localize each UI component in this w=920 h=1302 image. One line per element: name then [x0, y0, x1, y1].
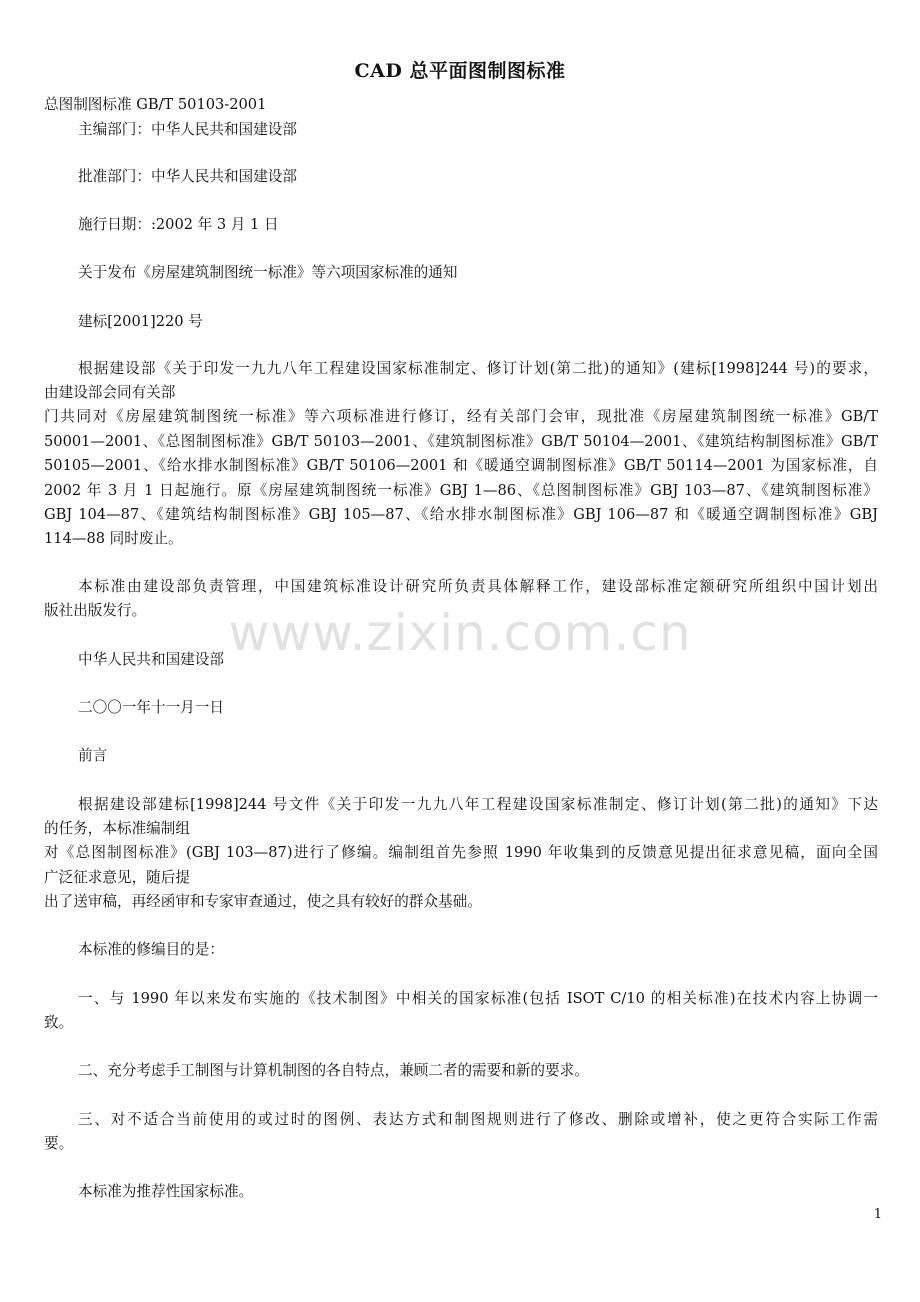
paragraph-line: 114—88 同时废止。: [44, 530, 183, 547]
paragraph-line: GBJ 104—87、《建筑结构制图标准》GBJ 105—87、《给水排水制图标准》GBJ 106—87 和《暖通空调制图标准》GBJ: [44, 506, 878, 523]
page-number: 1: [873, 1207, 882, 1222]
approval-dept-line: 批准部门：中华人民共和国建设部: [78, 168, 297, 185]
purpose-item-1-cont: 致。: [44, 1014, 74, 1031]
paragraph-line: 50001—2001、《总图制图标准》GB/T 50103—2001、《建筑制图标准》GB/T 50104—2001、《建筑结构制图标准》GB/T: [44, 433, 878, 450]
paragraph-line: 本标准由建设部负责管理，中国建筑标准设计研究所负责具体解释工作，建设部标准定额研究所组织中国计划出: [78, 578, 878, 595]
notice-title-line: 关于发布《房屋建筑制图统一标准》等六项国家标准的通知: [78, 264, 458, 281]
paragraph-line: 版社出版发行。: [44, 602, 147, 619]
paragraph-line: 对《总图制图标准》(GBJ 103—87)进行了修编。编制组首先参照 1990 年收集到的反馈意见提出征求意见稿，面向全国: [44, 844, 878, 861]
purpose-item-2: 二、充分考虑手工制图与计算机制图的各自特点，兼顾二者的需要和新的要求。: [78, 1062, 589, 1079]
paragraph-line: 出了送审稿，再经函审和专家审查通过，使之具有较好的群众基础。: [44, 893, 482, 910]
effective-date-line: 施行日期：:2002 年 3 月 1 日: [78, 216, 279, 233]
paragraph-line: 门共同对《房屋建筑制图统一标准》等六项标准进行修订，经有关部门会审，现批准《房屋建筑制图统一标准》GB/T: [44, 408, 878, 425]
issue-date-line: 二〇〇一年十一月一日: [78, 699, 224, 716]
purpose-item-3-cont: 要。: [44, 1135, 74, 1152]
paragraph-line: 根据建设部《关于印发一九九八年工程建设国家标准制定、修订计划(第二批)的通知》(建标[1998]244 号)的要求，: [78, 360, 878, 377]
recommended-standard-line: 本标准为推荐性国家标准。: [78, 1183, 254, 1200]
paragraph-line: 2002 年 3 月 1 日起施行。原《房屋建筑制图统一标准》GBJ 1—86、《总图制图标准》GBJ 103—87、《建筑制图标准》: [44, 482, 878, 499]
purpose-item-3: 三、对不适合当前使用的或过时的图例、表达方式和制图规则进行了修改、删除或增补，使之更符合实际工作需: [78, 1111, 878, 1128]
paragraph-line: 50105—2001、《给水排水制图标准》GB/T 50106—2001 和《暖通空调制图标准》GB/T 50114—2001 为国家标准，自: [44, 457, 878, 474]
standard-code-line: 总图制图标准 GB/T 50103-2001: [44, 96, 267, 113]
purpose-item-1: 一、与 1990 年以来发布实施的《技术制图》中相关的国家标准(包括 ISOT C/10 的相关标准)在技术内容上协调一: [78, 990, 878, 1007]
document-title: CAD 总平面图制图标准: [354, 60, 566, 82]
notice-number-line: 建标[2001]220 号: [78, 313, 203, 330]
paragraph-line: 由建设部会同有关部: [44, 384, 176, 401]
paragraph-line: 广泛征求意见，随后提: [44, 869, 190, 886]
watermark: www.zixin.com.cn: [228, 604, 692, 662]
paragraph-line: 根据建设部建标[1998]244 号文件《关于印发一九九八年工程建设国家标准制定、修订计划(第二批)的通知》下达: [78, 796, 878, 813]
issuer-line: 中华人民共和国建设部: [78, 651, 224, 668]
preface-heading: 前言: [78, 747, 108, 764]
revision-purpose-heading: 本标准的修编目的是：: [78, 941, 224, 958]
chief-editor-line: 主编部门：中华人民共和国建设部: [78, 121, 297, 138]
paragraph-line: 的任务，本标准编制组: [44, 820, 190, 837]
